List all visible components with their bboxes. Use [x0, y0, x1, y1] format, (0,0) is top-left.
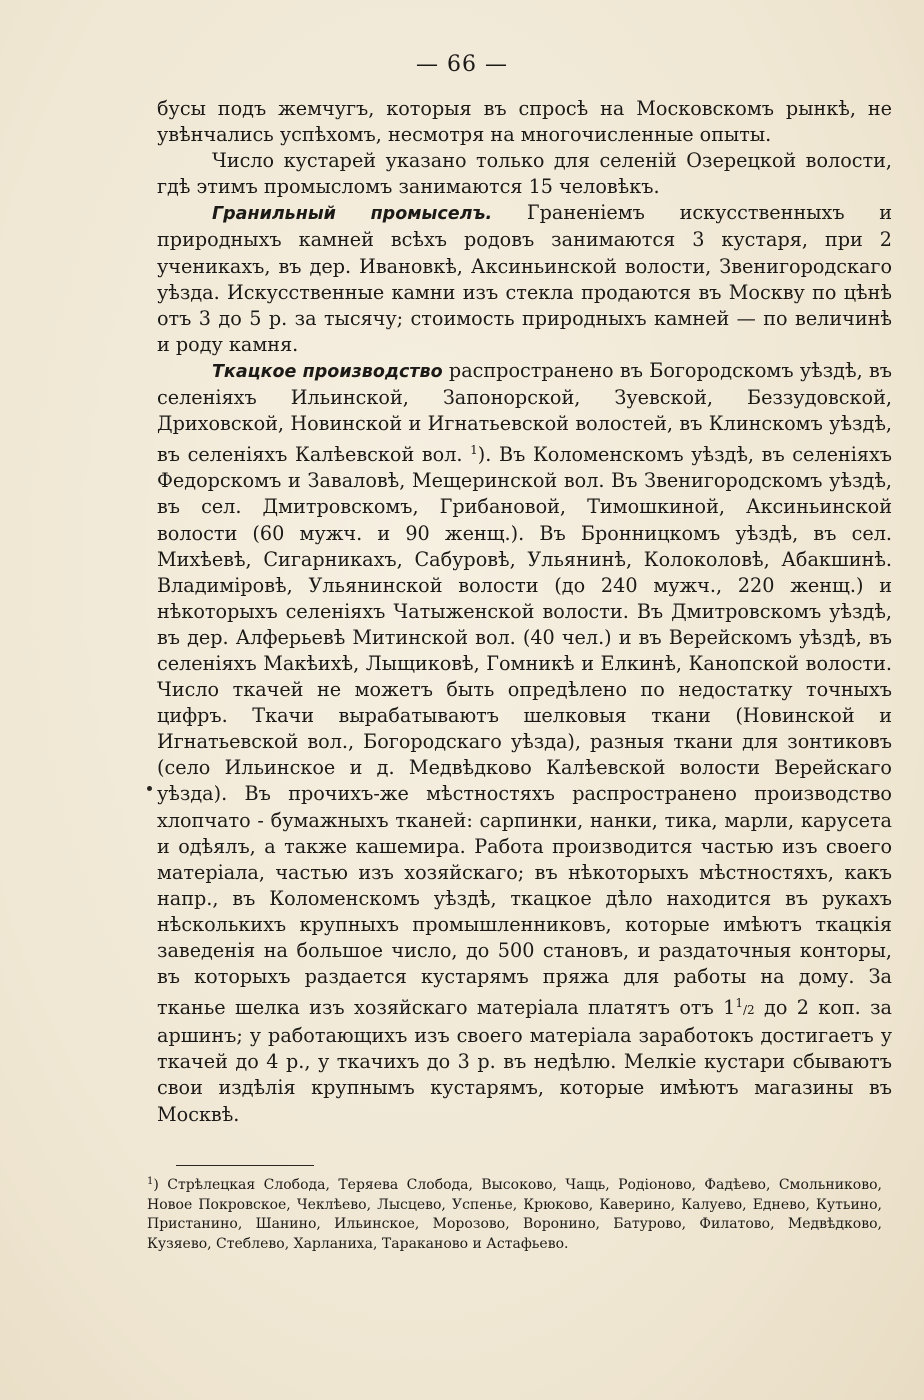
footnote-divider: [176, 1165, 314, 1166]
paragraph-text: распространено въ Богородскомъ уѣздѣ, въ селеніяхъ Ильинской, Запонорской, Зуевской, Беззудовской, Дриховской, Новинской и Игнатьевской волостей, въ Клинскомъ уѣздѣ, въ селеніяхъ Калѣевской вол.: [157, 358, 892, 467]
paragraph-continuation: [157, 96, 892, 148]
paragraph-text: Гранeніемъ искусственныхъ и природныхъ камней всѣхъ родовъ занимаются 3 кустаря, при 2 ученикахъ, въ дер. Ивановкѣ, Аксиньинской волости, Звенигородскаго уѣзда. Искусственные камни изъ стекла продаются въ Москву по цѣнѣ отъ 3 до 5 р. за тысячу; стоимость природныхъ камней — по величинѣ и роду камня.: [157, 201, 893, 356]
footnote-text: ) Стрѣлецкая Слобода, Теряева Слобода, Высоково, Чащь, Родіоново, Фадѣево, Смольниково, Новое Покровское, Чеклѣево, Лысцево, Успенье, Крюково, Каверино, Калуево, Еднево, Кутьино, Пристанино, Шанино, Ильинское, Морозово, Воронино, Батурово, Филатово, Медвѣдково, Кузяево, Стеблево, Харланиха, Тараканово и Астафьево.: [147, 1177, 882, 1252]
paragraph-text: до 2 коп. за аршинъ; у работающихъ изъ своего матеріала заработокъ достигаетъ у ткачей до 4 р., у ткачихъ до 3 р. въ недѣлю. Мелкіе кустари сбываютъ свои издѣлія крупнымъ кустарямъ, которые имѣютъ магазины въ Москвѣ.: [157, 996, 892, 1126]
paragraph-weaving: [157, 358, 892, 1128]
paragraph-text: Число кустарей указано только для селеній Озерецкой волости, гдѣ этимъ промысломъ занимаются 15 человѣкъ.: [157, 149, 892, 199]
margin-mark: [147, 786, 152, 791]
section-heading-gem-cutting: Гранильный промыселъ.: [212, 204, 493, 225]
paragraph-gem-cutting: [157, 200, 892, 358]
paragraph-text: ). Въ Коломенскомъ уѣздѣ, въ селеніяхъ Федорскомъ и Заваловѣ, Мещеринской вол. Въ Звенигородскомъ уѣздѣ, въ сел. Дмитровскомъ, Грибановой, Тимошкиной, Аксиньинской волости (60 мужч. и 90 женщ.). Въ Бронницкомъ уѣздѣ, въ сел. Михѣевѣ, Сигарникахъ, Сабуровѣ, Ульянинѣ, Колоколовѣ, Абакшинѣ. Владиміровѣ, Ульянинской волости (до 240 мужч., 220 женщ.) и нѣкоторыхъ селеніяхъ Чатыженской волости. Въ Дмитровскомъ уѣздѣ, въ дер. Алферьевѣ Митинской вол. (40 чел.) и въ Верейскомъ уѣздѣ, въ селеніяхъ Макѣихѣ, Лыщиковѣ, Гомникѣ и Елкинѣ, Канопской волости. Число ткачей не можетъ быть опредѣлено по недостатку точныхъ цифръ. Ткачи вырабатываютъ шелковыя ткани (Новинской и Игнатьевской вол., Богородскаго уѣзда), разныя ткани для зонтиковъ (село Ильинское и д. Медвѣдково Калѣевской волости Верейскаго уѣзда). Въ прочихъ-же мѣстностяхъ распространено производство хлопчато - бумажныхъ тканей: сарпинки, нанки, тика, марли, карусета и одѣялъ, а также кашемира. Работа производится частью изъ своего матеріала, частью изъ хозяйскаго; въ нѣкоторыхъ мѣстностяхъ, какъ напр., въ Коломенскомъ уѣздѣ, ткацкое дѣло находится въ рукахъ нѣсколькихъ крупныхъ промышленниковъ, которые имѣютъ ткацкія заведенія на большое число, до 500 становъ, и раздаточныя конторы, въ которыхъ раздается кустарямъ пряжа для работы на дому. За тканье шелка изъ хозяйскаго матеріала платятъ отъ 1: [157, 443, 892, 1020]
fraction-slash: /: [742, 1003, 747, 1018]
footnote: [147, 1172, 882, 1254]
section-heading-weaving: Ткацкое производство: [212, 361, 443, 382]
fraction-numerator: 1: [735, 996, 743, 1011]
page-number: — 66 —: [416, 52, 508, 77]
body-text: [157, 96, 892, 1128]
footnote-mark: 1: [147, 1176, 154, 1187]
footnote-reference[interactable]: 1: [470, 443, 478, 458]
paragraph-craftsmen-count: [157, 148, 892, 200]
paragraph-text: бусы подъ жемчугъ, которыя въ спросѣ на Московскомъ рынкѣ, не увѣнчались успѣхомъ, несмотря на многочисленные опыты.: [157, 97, 892, 147]
fraction-denominator: 2: [747, 1003, 755, 1018]
